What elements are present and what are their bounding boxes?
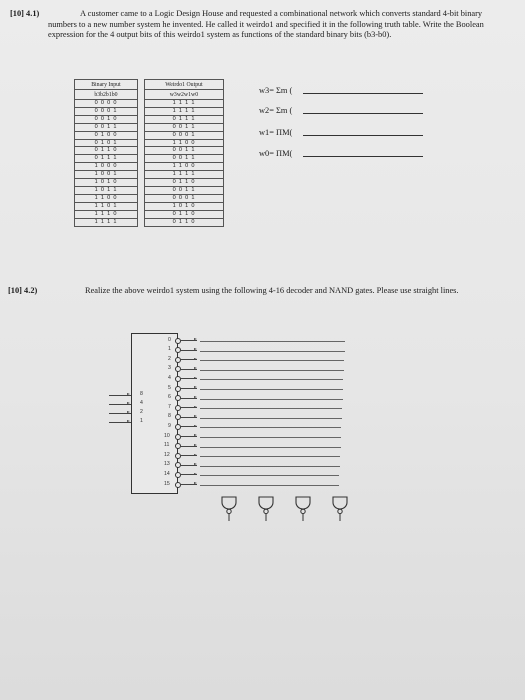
header-weirdo1-output: Weirdo1 Output bbox=[144, 80, 223, 90]
binary-input-cell: 0 0 0 0 bbox=[75, 100, 138, 108]
nand-gate-icon bbox=[259, 497, 273, 521]
binary-input-cell: 1 1 1 0 bbox=[75, 210, 138, 218]
decoder-output-label: 4 bbox=[168, 374, 171, 381]
expression-w3-label: w3= Σm ( bbox=[259, 86, 293, 95]
weirdo1-output-cell: 1 1 1 1 bbox=[144, 100, 223, 108]
weirdo1-output-cell: 0 0 0 1 bbox=[144, 131, 223, 139]
weirdo1-output-cell: 0 0 0 1 bbox=[144, 194, 223, 202]
binary-input-cell: 0 1 1 1 bbox=[75, 155, 138, 163]
header-binary-input: Binary Input bbox=[75, 80, 138, 90]
expression-w1-label: w1= ΠM( bbox=[259, 128, 293, 137]
weirdo1-output-cell: 0 0 1 1 bbox=[144, 155, 223, 163]
decoder-input-label: 2 bbox=[140, 409, 143, 415]
decoder-output-label: 6 bbox=[168, 394, 171, 401]
binary-input-cell: 1 1 1 1 bbox=[75, 218, 138, 226]
decoder-output-label: 1 bbox=[168, 346, 171, 353]
decoder-output-label: 0 bbox=[168, 336, 171, 343]
binary-input-cell: 0 1 1 0 bbox=[75, 147, 138, 155]
decoder-output-label: 14 bbox=[164, 470, 170, 477]
binary-input-cell: 1 1 0 1 bbox=[75, 202, 138, 210]
weirdo1-output-cell: 0 1 1 0 bbox=[144, 210, 223, 218]
weirdo1-output-cell: 0 1 1 1 bbox=[144, 115, 223, 123]
decoder-input-label: 8 bbox=[140, 391, 143, 397]
weirdo1-output-cell: 0 0 1 1 bbox=[144, 186, 223, 194]
decoder-output-label: 15 bbox=[164, 480, 170, 487]
decoder-output-label: 12 bbox=[164, 451, 170, 458]
question-4-2-text: Realize the above weirdo1 system using the following 4-16 decoder and NAND gates. Please use straight lines. bbox=[85, 286, 459, 295]
decoder-output-label: 11 bbox=[164, 442, 170, 449]
decoder-output-label: 3 bbox=[168, 365, 171, 372]
binary-input-cell: 1 0 0 1 bbox=[75, 171, 138, 179]
question-4-1-text: A customer came to a Logic Design House and requested a combinational network which converts standard 4-bit binary numbers to a new number system he invented. He called it weirdo1 and specified it in the following truth table. Write the Boolean expression for the 4 output bits of this weirdo1 system as functions of the standard binary bits (b3-b0). bbox=[48, 9, 484, 40]
decoder-output-label: 7 bbox=[168, 403, 171, 410]
weirdo1-output-cell: 1 1 1 1 bbox=[144, 171, 223, 179]
nand-gate-icon bbox=[222, 497, 236, 521]
binary-input-cell: 0 0 1 1 bbox=[75, 123, 138, 131]
decoder-input-label: 4 bbox=[140, 400, 143, 406]
expression-w2-label: w2= Σm ( bbox=[259, 106, 293, 115]
decoder-output-label: 8 bbox=[168, 413, 171, 420]
weirdo1-output-cell: 0 0 1 1 bbox=[144, 147, 223, 155]
binary-input-cell: 0 0 1 0 bbox=[75, 115, 138, 123]
binary-input-cell: 0 1 0 1 bbox=[75, 139, 138, 147]
subheader-output-bits: w3w2w1w0 bbox=[144, 90, 223, 100]
weirdo1-output-cell: 0 1 1 0 bbox=[144, 218, 223, 226]
binary-input-cell: 1 0 0 0 bbox=[75, 163, 138, 171]
binary-input-cell: 1 0 1 0 bbox=[75, 179, 138, 187]
decoder-output-label: 9 bbox=[168, 422, 171, 429]
expression-w0-label: w0= ΠM( bbox=[259, 149, 293, 158]
binary-input-cell: 1 0 1 1 bbox=[75, 186, 138, 194]
binary-input-cell: 0 0 0 1 bbox=[75, 107, 138, 115]
decoder-output-label: 10 bbox=[164, 432, 170, 439]
weirdo1-output-cell: 1 0 1 0 bbox=[144, 202, 223, 210]
weirdo1-output-cell: 0 0 1 1 bbox=[144, 123, 223, 131]
nand-gate-icon bbox=[296, 497, 310, 521]
nand-gate-icon bbox=[333, 497, 347, 521]
weirdo1-output-cell: 1 1 0 0 bbox=[144, 139, 223, 147]
binary-input-cell: 1 1 0 0 bbox=[75, 194, 138, 202]
question-4-1-tag: [10] 4.1) bbox=[10, 9, 40, 18]
weirdo1-output-cell: 1 1 1 1 bbox=[144, 107, 223, 115]
weirdo1-output-cell: 0 1 1 0 bbox=[144, 179, 223, 187]
binary-input-cell: 0 1 0 0 bbox=[75, 131, 138, 139]
weirdo1-output-cell: 1 1 0 0 bbox=[144, 163, 223, 171]
decoder-output-label: 5 bbox=[168, 384, 171, 391]
decoder-output-label: 13 bbox=[164, 461, 170, 468]
subheader-input-bits: b3b2b1b0 bbox=[75, 90, 138, 100]
decoder-output-label: 2 bbox=[168, 355, 171, 362]
question-4-2-tag: [10] 4.2) bbox=[8, 286, 38, 295]
decoder-input-label: 1 bbox=[140, 418, 143, 424]
